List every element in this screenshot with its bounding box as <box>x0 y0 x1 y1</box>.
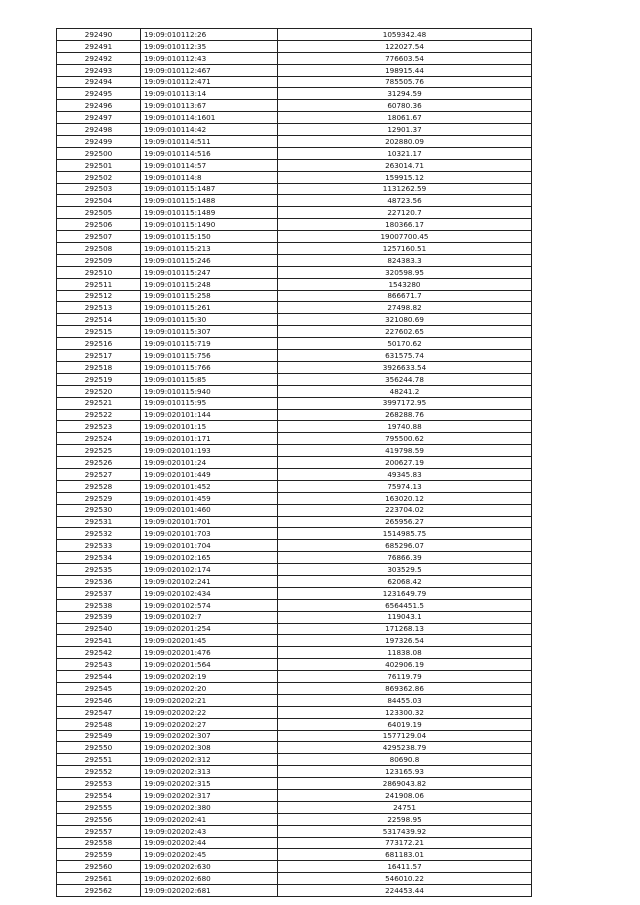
row-number-cell: 292528 <box>57 480 141 492</box>
row-number-cell: 292491 <box>57 40 141 52</box>
row-number-cell: 292553 <box>57 778 141 790</box>
cadastral-number-cell: 19:09:020201:564 <box>141 659 278 671</box>
row-number-cell: 292555 <box>57 801 141 813</box>
cadastral-number-cell: 19:09:020202:380 <box>141 801 278 813</box>
table-row <box>57 254 532 266</box>
cadastral-number-cell: 19:09:020101:193 <box>141 445 278 457</box>
cadastral-number-cell: 19:09:010115:261 <box>141 302 278 314</box>
row-number-cell: 292556 <box>57 813 141 825</box>
value-cell: 263014.71 <box>278 159 532 171</box>
table-row <box>57 694 532 706</box>
row-number-cell: 292508 <box>57 243 141 255</box>
value-cell: 49345.83 <box>278 468 532 480</box>
value-cell: 681183.01 <box>278 849 532 861</box>
table-row <box>57 302 532 314</box>
value-cell: 18061.67 <box>278 112 532 124</box>
value-cell: 197326.54 <box>278 635 532 647</box>
table-row <box>57 468 532 480</box>
value-cell: 3926633.54 <box>278 361 532 373</box>
cadastral-number-cell: 19:09:010115:213 <box>141 243 278 255</box>
value-cell: 1514985.75 <box>278 528 532 540</box>
value-cell: 419798.59 <box>278 445 532 457</box>
table-row <box>57 885 532 897</box>
cadastral-number-cell: 19:09:020201:254 <box>141 623 278 635</box>
cadastral-number-cell: 19:09:010112:35 <box>141 40 278 52</box>
value-cell: 48241.2 <box>278 385 532 397</box>
table-row <box>57 88 532 100</box>
cadastral-number-cell: 19:09:020202:315 <box>141 778 278 790</box>
table-row <box>57 326 532 338</box>
table-row <box>57 112 532 124</box>
cadastral-number-cell: 19:09:020101:460 <box>141 504 278 516</box>
cadastral-number-cell: 19:09:020101:704 <box>141 540 278 552</box>
row-number-cell: 292493 <box>57 64 141 76</box>
value-cell: 50170.62 <box>278 338 532 350</box>
row-number-cell: 292503 <box>57 183 141 195</box>
table-row <box>57 445 532 457</box>
table-row <box>57 564 532 576</box>
cadastral-number-cell: 19:09:010112:467 <box>141 64 278 76</box>
cadastral-number-cell: 19:09:020202:41 <box>141 813 278 825</box>
row-number-cell: 292561 <box>57 873 141 885</box>
value-cell: 824383.3 <box>278 254 532 266</box>
cadastral-number-cell: 19:09:010115:1487 <box>141 183 278 195</box>
row-number-cell: 292547 <box>57 706 141 718</box>
cadastral-number-cell: 19:09:020202:21 <box>141 694 278 706</box>
row-number-cell: 292521 <box>57 397 141 409</box>
value-cell: 1059342.48 <box>278 29 532 41</box>
cadastral-number-cell: 19:09:020202:312 <box>141 754 278 766</box>
value-cell: 402906.19 <box>278 659 532 671</box>
value-cell: 171268.13 <box>278 623 532 635</box>
value-cell: 268288.76 <box>278 409 532 421</box>
value-cell: 546010.22 <box>278 873 532 885</box>
cadastral-number-cell: 19:09:010115:766 <box>141 361 278 373</box>
table-row <box>57 361 532 373</box>
table-row <box>57 837 532 849</box>
row-number-cell: 292540 <box>57 623 141 635</box>
row-number-cell: 292529 <box>57 492 141 504</box>
cadastral-number-cell: 19:09:010115:719 <box>141 338 278 350</box>
row-number-cell: 292552 <box>57 766 141 778</box>
row-number-cell: 292545 <box>57 682 141 694</box>
value-cell: 163020.12 <box>278 492 532 504</box>
row-number-cell: 292525 <box>57 445 141 457</box>
row-number-cell: 292518 <box>57 361 141 373</box>
row-number-cell: 292558 <box>57 837 141 849</box>
value-cell: 202880.09 <box>278 136 532 148</box>
table-row <box>57 457 532 469</box>
row-number-cell: 292512 <box>57 290 141 302</box>
cadastral-number-cell: 19:09:020102:174 <box>141 564 278 576</box>
row-number-cell: 292531 <box>57 516 141 528</box>
value-cell: 3997172.95 <box>278 397 532 409</box>
table-row <box>57 635 532 647</box>
row-number-cell: 292502 <box>57 171 141 183</box>
table-row <box>57 385 532 397</box>
row-number-cell: 292499 <box>57 136 141 148</box>
value-cell: 227120.7 <box>278 207 532 219</box>
table-row <box>57 64 532 76</box>
table-row <box>57 516 532 528</box>
row-number-cell: 292534 <box>57 552 141 564</box>
value-cell: 321080.69 <box>278 314 532 326</box>
cadastral-number-cell: 19:09:010115:95 <box>141 397 278 409</box>
table-row <box>57 623 532 635</box>
table-row <box>57 647 532 659</box>
cadastral-number-cell: 19:09:020102:165 <box>141 552 278 564</box>
row-number-cell: 292530 <box>57 504 141 516</box>
row-number-cell: 292523 <box>57 421 141 433</box>
cadastral-number-cell: 19:09:020102:434 <box>141 587 278 599</box>
row-number-cell: 292532 <box>57 528 141 540</box>
value-cell: 1257160.51 <box>278 243 532 255</box>
table-row <box>57 124 532 136</box>
row-number-cell: 292546 <box>57 694 141 706</box>
table-row <box>57 183 532 195</box>
value-cell: 76866.39 <box>278 552 532 564</box>
table-row <box>57 659 532 671</box>
value-cell: 1131262.59 <box>278 183 532 195</box>
cadastral-number-cell: 19:09:020101:701 <box>141 516 278 528</box>
value-cell: 64019.19 <box>278 718 532 730</box>
table-row <box>57 397 532 409</box>
table-row <box>57 207 532 219</box>
value-cell: 685296.07 <box>278 540 532 552</box>
row-number-cell: 292535 <box>57 564 141 576</box>
row-number-cell: 292515 <box>57 326 141 338</box>
value-cell: 31294.59 <box>278 88 532 100</box>
table-row <box>57 706 532 718</box>
cadastral-number-cell: 19:09:020101:171 <box>141 433 278 445</box>
table-row <box>57 861 532 873</box>
value-cell: 303529.5 <box>278 564 532 576</box>
row-number-cell: 292520 <box>57 385 141 397</box>
row-number-cell: 292516 <box>57 338 141 350</box>
row-number-cell: 292495 <box>57 88 141 100</box>
cadastral-number-cell: 19:09:020202:630 <box>141 861 278 873</box>
table-row <box>57 742 532 754</box>
value-cell: 198915.44 <box>278 64 532 76</box>
cadastral-number-cell: 19:09:020102:241 <box>141 575 278 587</box>
cadastral-number-cell: 19:09:020101:449 <box>141 468 278 480</box>
cadastral-number-cell: 19:09:020101:144 <box>141 409 278 421</box>
cadastral-number-cell: 19:09:020102:574 <box>141 599 278 611</box>
row-number-cell: 292492 <box>57 52 141 64</box>
table-row <box>57 29 532 41</box>
value-cell: 265956.27 <box>278 516 532 528</box>
value-cell: 223704.02 <box>278 504 532 516</box>
value-cell: 1231649.79 <box>278 587 532 599</box>
row-number-cell: 292510 <box>57 266 141 278</box>
value-cell: 200627.19 <box>278 457 532 469</box>
cadastral-number-cell: 19:09:020201:476 <box>141 647 278 659</box>
row-number-cell: 292526 <box>57 457 141 469</box>
value-cell: 48723.56 <box>278 195 532 207</box>
value-cell: 11838.08 <box>278 647 532 659</box>
row-number-cell: 292517 <box>57 350 141 362</box>
row-number-cell: 292496 <box>57 100 141 112</box>
cadastral-number-cell: 19:09:010115:258 <box>141 290 278 302</box>
cadastral-number-cell: 19:09:010115:150 <box>141 231 278 243</box>
cadastral-number-cell: 19:09:020202:44 <box>141 837 278 849</box>
value-cell: 5317439.92 <box>278 825 532 837</box>
value-cell: 785505.76 <box>278 76 532 88</box>
cadastral-number-cell: 19:09:020202:317 <box>141 790 278 802</box>
row-number-cell: 292514 <box>57 314 141 326</box>
table-row <box>57 421 532 433</box>
value-cell: 24751 <box>278 801 532 813</box>
cadastral-number-cell: 19:09:020202:307 <box>141 730 278 742</box>
row-number-cell: 292511 <box>57 278 141 290</box>
value-cell: 159915.12 <box>278 171 532 183</box>
row-number-cell: 292527 <box>57 468 141 480</box>
value-cell: 27498.82 <box>278 302 532 314</box>
value-cell: 795500.62 <box>278 433 532 445</box>
value-cell: 60780.36 <box>278 100 532 112</box>
value-cell: 22598.95 <box>278 813 532 825</box>
table-row <box>57 136 532 148</box>
cadastral-number-cell: 19:09:020101:452 <box>141 480 278 492</box>
value-cell: 122027.54 <box>278 40 532 52</box>
value-cell: 1543280 <box>278 278 532 290</box>
value-cell: 869362.86 <box>278 682 532 694</box>
table-row <box>57 873 532 885</box>
table-row <box>57 433 532 445</box>
cadastral-number-cell: 19:09:020202:43 <box>141 825 278 837</box>
row-number-cell: 292559 <box>57 849 141 861</box>
table-row <box>57 338 532 350</box>
cadastral-number-cell: 19:09:010115:248 <box>141 278 278 290</box>
cadastral-number-cell: 19:09:020101:459 <box>141 492 278 504</box>
value-cell: 1577129.04 <box>278 730 532 742</box>
row-number-cell: 292549 <box>57 730 141 742</box>
value-cell: 19007700.45 <box>278 231 532 243</box>
cadastral-number-cell: 19:09:010115:756 <box>141 350 278 362</box>
cadastral-number-cell: 19:09:020202:313 <box>141 766 278 778</box>
cadastral-number-cell: 19:09:010113:67 <box>141 100 278 112</box>
cadastral-number-cell: 19:09:010114:511 <box>141 136 278 148</box>
row-number-cell: 292539 <box>57 611 141 623</box>
table-body <box>57 29 532 897</box>
table-row <box>57 278 532 290</box>
value-cell: 75974.13 <box>278 480 532 492</box>
table-row <box>57 243 532 255</box>
row-number-cell: 292554 <box>57 790 141 802</box>
cadastral-number-cell: 19:09:010112:43 <box>141 52 278 64</box>
row-number-cell: 292524 <box>57 433 141 445</box>
cadastral-number-cell: 19:09:010112:26 <box>141 29 278 41</box>
value-cell: 10321.17 <box>278 147 532 159</box>
row-number-cell: 292494 <box>57 76 141 88</box>
cadastral-number-cell: 19:09:010115:1490 <box>141 219 278 231</box>
value-cell: 19740.88 <box>278 421 532 433</box>
table-row <box>57 813 532 825</box>
table-row <box>57 171 532 183</box>
row-number-cell: 292562 <box>57 885 141 897</box>
table-row <box>57 801 532 813</box>
table-row <box>57 219 532 231</box>
table-row <box>57 373 532 385</box>
table-row <box>57 100 532 112</box>
table-row <box>57 849 532 861</box>
table-row <box>57 195 532 207</box>
row-number-cell: 292551 <box>57 754 141 766</box>
table-row <box>57 730 532 742</box>
table-row <box>57 40 532 52</box>
cadastral-number-cell: 19:09:010115:30 <box>141 314 278 326</box>
value-cell: 773172.21 <box>278 837 532 849</box>
row-number-cell: 292560 <box>57 861 141 873</box>
cadastral-number-cell: 19:09:010114:1601 <box>141 112 278 124</box>
row-number-cell: 292550 <box>57 742 141 754</box>
cadastral-number-cell: 19:09:010112:471 <box>141 76 278 88</box>
table-row <box>57 314 532 326</box>
cadastral-number-cell: 19:09:020101:703 <box>141 528 278 540</box>
cadastral-number-cell: 19:09:020202:45 <box>141 849 278 861</box>
value-cell: 631575.74 <box>278 350 532 362</box>
cadastral-number-cell: 19:09:020201:45 <box>141 635 278 647</box>
cadastral-number-cell: 19:09:010114:42 <box>141 124 278 136</box>
table-row <box>57 492 532 504</box>
value-cell: 2869043.82 <box>278 778 532 790</box>
value-cell: 84455.03 <box>278 694 532 706</box>
table-row <box>57 231 532 243</box>
row-number-cell: 292490 <box>57 29 141 41</box>
value-cell: 4295238.79 <box>278 742 532 754</box>
row-number-cell: 292533 <box>57 540 141 552</box>
value-cell: 80690.8 <box>278 754 532 766</box>
table-row <box>57 147 532 159</box>
cadastral-number-cell: 19:09:010114:516 <box>141 147 278 159</box>
table-row <box>57 552 532 564</box>
value-cell: 62068.42 <box>278 575 532 587</box>
cadastral-number-cell: 19:09:020202:19 <box>141 671 278 683</box>
table-row <box>57 350 532 362</box>
row-number-cell: 292542 <box>57 647 141 659</box>
row-number-cell: 292509 <box>57 254 141 266</box>
value-cell: 16411.57 <box>278 861 532 873</box>
table-row <box>57 766 532 778</box>
cadastral-number-cell: 19:09:010113:14 <box>141 88 278 100</box>
value-cell: 119043.1 <box>278 611 532 623</box>
row-number-cell: 292543 <box>57 659 141 671</box>
value-cell: 180366.17 <box>278 219 532 231</box>
cadastral-number-cell: 19:09:010115:247 <box>141 266 278 278</box>
data-table <box>56 28 532 897</box>
table-row <box>57 682 532 694</box>
row-number-cell: 292500 <box>57 147 141 159</box>
value-cell: 123165.93 <box>278 766 532 778</box>
value-cell: 224453.44 <box>278 885 532 897</box>
table-row <box>57 290 532 302</box>
cadastral-number-cell: 19:09:010114:57 <box>141 159 278 171</box>
cadastral-number-cell: 19:09:010115:246 <box>141 254 278 266</box>
cadastral-number-cell: 19:09:010114:8 <box>141 171 278 183</box>
row-number-cell: 292497 <box>57 112 141 124</box>
value-cell: 12901.37 <box>278 124 532 136</box>
table-row <box>57 754 532 766</box>
cadastral-number-cell: 19:09:010115:940 <box>141 385 278 397</box>
row-number-cell: 292544 <box>57 671 141 683</box>
table-row <box>57 611 532 623</box>
row-number-cell: 292506 <box>57 219 141 231</box>
value-cell: 776603.54 <box>278 52 532 64</box>
row-number-cell: 292536 <box>57 575 141 587</box>
row-number-cell: 292507 <box>57 231 141 243</box>
value-cell: 241908.06 <box>278 790 532 802</box>
table-row <box>57 409 532 421</box>
table-row <box>57 671 532 683</box>
cadastral-number-cell: 19:09:010115:85 <box>141 373 278 385</box>
table-row <box>57 575 532 587</box>
value-cell: 6564451.5 <box>278 599 532 611</box>
table-row <box>57 587 532 599</box>
table-row <box>57 540 532 552</box>
row-number-cell: 292513 <box>57 302 141 314</box>
cadastral-number-cell: 19:09:020202:27 <box>141 718 278 730</box>
table-row <box>57 480 532 492</box>
table-row <box>57 504 532 516</box>
table-row <box>57 52 532 64</box>
value-cell: 123300.32 <box>278 706 532 718</box>
cadastral-number-cell: 19:09:010115:1489 <box>141 207 278 219</box>
row-number-cell: 292537 <box>57 587 141 599</box>
cadastral-number-cell: 19:09:020101:15 <box>141 421 278 433</box>
row-number-cell: 292522 <box>57 409 141 421</box>
row-number-cell: 292501 <box>57 159 141 171</box>
row-number-cell: 292557 <box>57 825 141 837</box>
row-number-cell: 292541 <box>57 635 141 647</box>
table-row <box>57 718 532 730</box>
table-row <box>57 528 532 540</box>
table-row <box>57 778 532 790</box>
cadastral-number-cell: 19:09:020202:20 <box>141 682 278 694</box>
table-row <box>57 825 532 837</box>
cadastral-number-cell: 19:09:010115:307 <box>141 326 278 338</box>
table-row <box>57 266 532 278</box>
row-number-cell: 292538 <box>57 599 141 611</box>
cadastral-number-cell: 19:09:020101:24 <box>141 457 278 469</box>
cadastral-number-cell: 19:09:020202:680 <box>141 873 278 885</box>
table-row <box>57 790 532 802</box>
cadastral-number-cell: 19:09:020102:7 <box>141 611 278 623</box>
value-cell: 76119.79 <box>278 671 532 683</box>
value-cell: 227602.65 <box>278 326 532 338</box>
cadastral-number-cell: 19:09:020202:681 <box>141 885 278 897</box>
row-number-cell: 292548 <box>57 718 141 730</box>
cadastral-number-cell: 19:09:020202:308 <box>141 742 278 754</box>
value-cell: 356244.78 <box>278 373 532 385</box>
table-row <box>57 159 532 171</box>
value-cell: 866671.7 <box>278 290 532 302</box>
row-number-cell: 292519 <box>57 373 141 385</box>
cadastral-number-cell: 19:09:020202:22 <box>141 706 278 718</box>
cadastral-number-cell: 19:09:010115:1488 <box>141 195 278 207</box>
value-cell: 320598.95 <box>278 266 532 278</box>
row-number-cell: 292498 <box>57 124 141 136</box>
table-row <box>57 599 532 611</box>
row-number-cell: 292505 <box>57 207 141 219</box>
table-row <box>57 76 532 88</box>
row-number-cell: 292504 <box>57 195 141 207</box>
